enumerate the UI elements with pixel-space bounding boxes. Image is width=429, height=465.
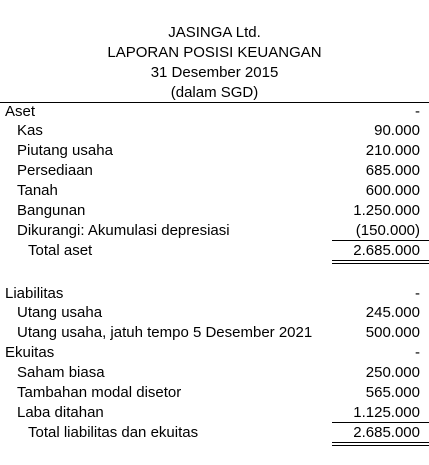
section-row-liabilities <box>0 284 429 304</box>
section-label: Liabilitas <box>5 285 64 302</box>
line-item-value: 250.000 <box>365 364 420 381</box>
section-label: Ekuitas <box>5 344 55 361</box>
total-value: 2.685.000 <box>353 424 420 441</box>
line-item-label: Laba ditahan <box>17 404 104 421</box>
line-item-row <box>0 161 429 181</box>
line-item-value: 1.250.000 <box>353 202 420 219</box>
row-value: - <box>415 344 420 361</box>
report-currency: (dalam SGD) <box>170 84 259 101</box>
report-date: 31 Desember 2015 <box>150 64 279 81</box>
line-item-value: 500.000 <box>365 324 420 341</box>
line-item-row <box>0 403 429 423</box>
line-item-label: Tambahan modal disetor <box>17 384 182 401</box>
line-item-value: 565.000 <box>365 384 420 401</box>
line-item-row <box>0 303 429 323</box>
report-title: LAPORAN POSISI KEUANGAN <box>107 44 322 61</box>
total-double-underline <box>332 442 429 446</box>
total-double-underline <box>332 260 429 264</box>
line-item-label: Tanah <box>17 182 58 199</box>
section-row-assets <box>0 102 429 122</box>
company-name: JASINGA Ltd. <box>168 24 261 41</box>
line-item-value: 210.000 <box>365 142 420 159</box>
line-item-row <box>0 121 429 141</box>
line-item-label: Persediaan <box>17 162 93 179</box>
line-item-label: Bangunan <box>17 202 86 219</box>
total-row-assets <box>0 241 429 261</box>
line-item-row <box>0 323 429 343</box>
total-label: Total aset <box>28 242 93 259</box>
line-item-label: Piutang usaha <box>17 142 113 159</box>
line-item-value: 245.000 <box>365 304 420 321</box>
line-item-row <box>0 141 429 161</box>
line-item-value: 600.000 <box>365 182 420 199</box>
section-row-equity <box>0 343 429 363</box>
line-item-value: 90.000 <box>374 122 420 139</box>
line-item-row <box>0 181 429 201</box>
total-value: 2.685.000 <box>353 242 420 259</box>
line-item-row <box>0 221 429 241</box>
line-item-label: Utang usaha <box>17 304 103 321</box>
line-item-label: Utang usaha, jatuh tempo 5 Desember 2021 <box>17 324 313 341</box>
section-label: Aset <box>5 103 36 120</box>
line-item-label: Saham biasa <box>17 364 105 381</box>
total-row-liabilities-equity <box>0 423 429 443</box>
row-value: - <box>415 285 420 302</box>
line-item-row <box>0 363 429 383</box>
line-item-value: 685.000 <box>365 162 420 179</box>
total-label: Total liabilitas dan ekuitas <box>28 424 199 441</box>
line-item-value: (150.000) <box>355 222 420 239</box>
row-value: - <box>415 103 420 120</box>
line-item-label: Kas <box>17 122 43 139</box>
line-item-row <box>0 383 429 403</box>
line-item-value: 1.125.000 <box>353 404 420 421</box>
line-item-label: Dikurangi: Akumulasi depresiasi <box>17 222 230 239</box>
line-item-row <box>0 201 429 221</box>
